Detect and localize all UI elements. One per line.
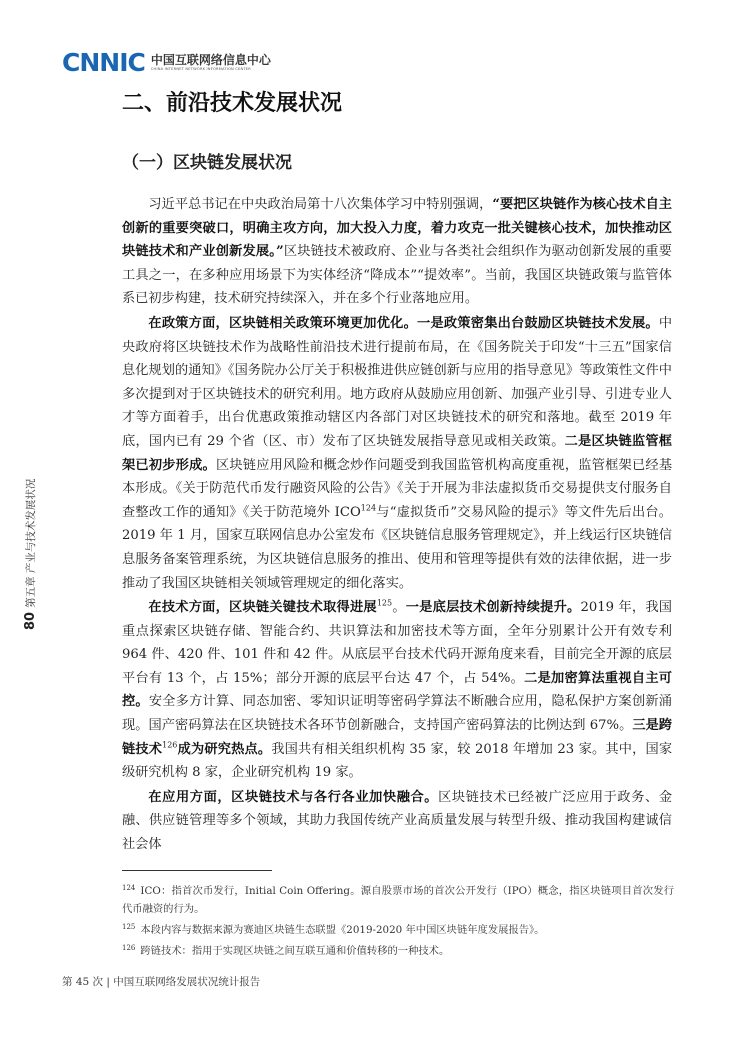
footnote-ref-125[interactable]: 125 xyxy=(376,598,393,608)
report-footer: 第 45 次 | 中国互联网络发展状况统计报告 xyxy=(62,976,261,988)
footnote-126: $^{126}$ 跨链技术：指用于实现区块链之间互联互通和价值转移的一种技术。 xyxy=(122,943,450,957)
paragraph-policy: 在政策方面，区块链相关政策环境更加优化。一是政策密集出台鼓励区块链技术发展。中央政府将区块链技术作为战略性前沿技术进行提前布局，在《国务院关于印发“十三五”国家信息化规划的通知》《国务院办公厅关于积极推进供应链创新与应用的指导意见》等政策性文件中多次提到对于区块链技术的研究利用。地方政府从鼓励应用创新、加强产业引导、引进专业人才等方面着手，出台优惠政策推动辖区内各部门对区块链技术的研究和落地。截至 2019 年底，国内已有 29 个省（区、市）发布了区块链发展指导意见或相关政策。二是区块链监管框架已初步形成。区块链应用风险和概念炒作问题受到我国监管机构高度重视，监管框架已经基本形成。《关于防范代币发行融资风险的公告》《关于开展为非法虚拟货币交易提供支付服务自查整改工作的通知》《关于防范境外 ICO$^{124}$与“虚拟货币”交易风险的提示》等文件先后出台。2019 年 1 月，国家互联网信息办公室发布《区块链信息服务管理规定》，并上线运行区块链信息服务备案管理系统，为区块链信息服务的推出、使用和管理等提供有效的法律依据，进一步推动了我国区块链相关领域管理规定的细化落实。 xyxy=(122,315,673,591)
footnote-divider xyxy=(122,870,272,871)
side-chapter-label xyxy=(20,460,40,630)
body-text xyxy=(122,193,672,858)
paragraph-technology: 在技术方面，区块链关键技术取得进展$^{125}$。一是底层技术创新持续提升。2019 年，我国重点探索区块链存储、智能合约、共识算法和加密技术等方面，全年分别累计公开有效专利 964 件、420 件、101 件和 42 件。从底层平台技术代码开源角度来看，目前完全开源的底层平台有 13 个，占 15%；部分开源的底层平台达 47 个，占 54%。二是加密算法重视自主可控。安全多方计算、同态加密、零知识证明等密码学算法不断融合应用，隐私保护方案创新涌现。国产密码算法在区块链技术各环节创新融合，支持国产密码算法的比例达到 67%。三是跨链技术$^{126}$成为研究热点。我国共有相关组织机构 35 家，较 2018 年增加 23 家。其中，国家级研究机构 8 家，企业研究机构 19 家。 xyxy=(122,598,673,781)
paragraph-application: 在应用方面，区块链技术与各行各业加快融合。区块链技术已经被广泛应用于政务、金融、供应链管理等多个领域，其助力我国传统产业高质量发展与转型升级、推动我国构建诚信社会体 xyxy=(122,789,673,853)
logo-english-name: CHINA INTERNET NETWORK INFORMATION CENTER xyxy=(150,66,251,71)
subsection-title: （一）区块链发展状况 xyxy=(122,153,292,173)
footnote-ref-126[interactable]: 126 xyxy=(162,740,178,750)
footnotes xyxy=(122,882,674,963)
section-title: 二、前沿技术发展状况 xyxy=(122,91,343,116)
logo-chinese-name: 中国互联网络信息中心 xyxy=(150,52,271,67)
cnnic-logo xyxy=(62,50,271,75)
footnote-125: $^{125}$ 本段内容与数据来源为赛迪区块链生态联盟《2019-2020 年中国区块链年度发展报告》。 xyxy=(122,922,545,936)
cnnic-logo-mark: CNNIC xyxy=(62,48,145,77)
footnote-ref-124[interactable]: 124 xyxy=(360,503,377,513)
chapter-name: 第五章 产业与技术发展状况 xyxy=(24,478,37,608)
footnote-124: $^{124}$ ICO：指首次币发行，Initial Coin Offering。源自股票市场的首次公开发行（IPO）概念，指区块链项目首次发行代币融资的行为。 xyxy=(122,883,674,915)
page-number: 80 xyxy=(22,611,38,630)
logo-text xyxy=(151,54,271,72)
paragraph-policy-intro: 习近平总书记在中央政治局第十八次集体学习中特别强调，“要把区块链作为核心技术自主创新的重要突破口，明确主攻方向，加大投入力度，着力攻克一批关键核心技术，加快推动区块链技术和产业创新发展。”区块链技术被政府、企业与各类社会组织作为驱动创新发展的重要工具之一，在多种应用场景下为实体经济“降成本”“提效率”。当前，我国区块链政策与监管体系已初步构建，技术研究持续深入，并在多个行业落地应用。 xyxy=(122,197,672,307)
